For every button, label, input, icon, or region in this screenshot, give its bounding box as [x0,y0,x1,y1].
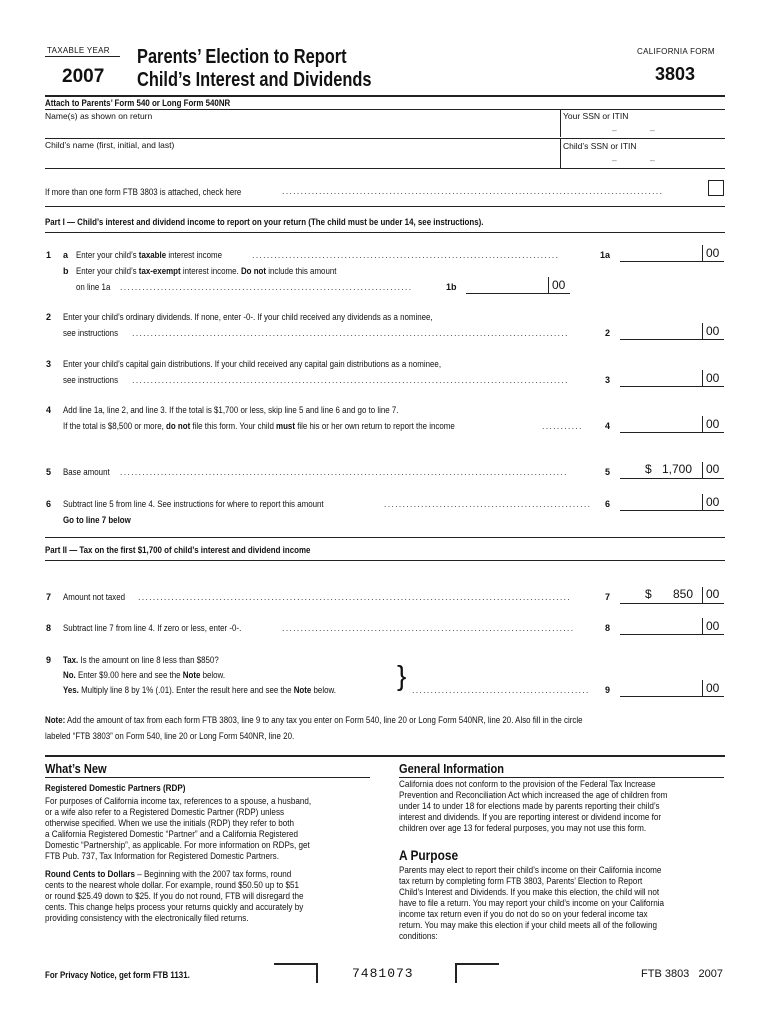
line3-text: Enter your child’s capital gain distributions. If your child received any capital gain distributions as a nominee, [63,359,442,369]
amount-rule [620,510,702,511]
line1-number: 1 [46,250,52,260]
cents-rule [702,634,724,635]
form-title-line2: Child’s Interest and Dividends [137,69,372,91]
leader-dots: ....................................................................................................... [282,186,664,196]
line7-number: 7 [46,592,52,602]
round-cents-line: cents. This change helps process your returns quickly and accurately by [45,902,304,912]
cents-rule [702,339,724,340]
line1a-cents: 00 [706,246,720,260]
leader-dots: ...................................................................................................................... [132,328,569,338]
field-divider [560,138,561,168]
line4-cont-mid: file this form. Your child [190,421,277,431]
purpose-line: tax return by completing form FTB 3803, Parents’ Election to Report [399,876,643,886]
line1a-text-post: interest income [166,250,223,260]
line9-question-text: Is the amount on line 8 less than $850? [78,655,219,665]
general-info-line: interest and dividends. If you are reporting interest or dividend income for [399,812,662,822]
cents-rule [548,293,570,294]
line5-number: 5 [46,467,52,477]
part1-heading [45,217,483,227]
section-divider [45,755,725,757]
cents-divider [702,587,703,603]
line9-yes-note: Note [293,685,312,695]
california-form-label: CALIFORNIA FORM [637,47,715,56]
your-ssn-label: Your SSN or ITIN [563,111,629,121]
taxable-year-label: TAXABLE YEAR [47,46,110,55]
line9-yes-label: Yes. [63,685,79,695]
leader-dots: ............................................................................... [282,623,575,633]
line5-text: Base amount [63,467,110,477]
purpose-line: Child’s Interest and Dividends. If you make this election, the child will not [399,887,660,897]
purpose-line: Parents may elect to report their child’s income on their California income [399,865,662,875]
purpose-paragraph [399,865,723,942]
line1a-letter: a [63,250,69,260]
cents-rule [702,261,724,262]
leader-dots: ................................................ [412,685,590,695]
rdp-heading: Registered Domestic Partners (RDP) [45,783,186,793]
attach-instruction: Attach to Parents’ Form 540 or Long Form 540NR [45,98,231,108]
general-info-line: Prevention and Reconciliation Act which increased the age of children from [399,790,668,800]
whats-new-heading: What’s New [45,761,107,776]
rdp-line: FTB Pub. 737, Tax Information for Registered Domestic Partners. [45,851,279,861]
line1b-text-bold2: Do not [240,266,267,276]
amount-rule [620,478,702,479]
note-line1 [45,715,583,725]
field-divider [560,109,561,137]
rdp-line: For purposes of California income tax, references to a spouse, a husband, [45,796,312,806]
part1-label: Part I [45,217,65,227]
line9-tax-label: Tax. [63,655,79,665]
your-ssn-input[interactable] [563,122,723,138]
leader-dots: ..................................................................................................................... [138,592,571,602]
line6-amount-input[interactable] [620,493,700,510]
line2-cents: 00 [706,324,720,338]
line1b-text-mid: interest income. [180,266,241,276]
section-rule [45,560,725,561]
amount-rule [620,339,702,340]
purpose-line: income tax return even if you do not do so on your federal income tax [399,909,648,919]
form-title-line1: Parents’ Election to Report [137,46,347,68]
line1b-ref: 1b [446,282,457,292]
child-name-label: Child’s name (first, initial, and last) [45,140,175,150]
amount-rule [620,386,702,387]
round-cents-line: cents to the nearest whole dollar. For example, round $50.50 up to $51 [45,880,299,890]
round-cents-paragraph [45,869,369,924]
leader-dots: ...................................................................................................................... [132,375,569,385]
child-ssn-input[interactable] [563,151,723,167]
rdp-line: otherwise specified. When we use the initials (RDP) they refer to both [45,818,294,828]
general-info-heading: General Information [399,761,505,776]
line9-question [63,655,219,665]
cents-divider [702,416,703,432]
line9-no-pre: Enter $9.00 here and see the [75,670,183,680]
header-divider [45,95,725,97]
line1b-text-pre: Enter your child’s [76,266,139,276]
line1b-text [76,266,336,276]
form-number: 3803 [655,64,696,84]
names-label: Name(s) as shown on return [45,111,153,121]
line3-cents: 00 [706,371,720,385]
line2-ref: 2 [605,328,611,338]
line3-ref: 3 [605,375,611,385]
part1-title: — Child’s interest and dividend income to report on your return (The child must be under 14, see instructions). [64,217,484,227]
field-rule [45,168,725,169]
line2-text: Enter your child’s ordinary dividends. If none, enter -0-. If your child received any dividends as a nominee, [63,312,433,322]
round-cents-line: or round $25.49 down to $25. If you do not round, FTB will disregard the [45,891,304,901]
section-rule [45,537,725,538]
line3-continuation: see instructions [63,375,119,385]
heading-rule [45,777,370,778]
line9-cents: 00 [706,681,720,695]
general-info-paragraph [399,779,723,834]
header-rule [45,56,120,57]
amount-rule [620,634,702,635]
line1b-cents: 00 [552,278,566,292]
round-cents-first-line [45,869,369,880]
round-cents-first: – Beginning with the 2007 tax forms, round [135,869,292,879]
line5-cents: 00 [706,462,720,476]
line8-ref: 8 [605,623,611,633]
line2-amount-input[interactable] [620,322,700,339]
amount-rule [620,603,702,604]
cents-rule [702,432,724,433]
general-info-line: under 14 to under 18 for elections made by parents reporting their child’s [399,801,660,811]
cents-divider [702,245,703,261]
multiple-forms-checkbox[interactable] [708,180,724,196]
amount-rule [620,432,702,433]
multiple-forms-text: If more than one form FTB 3803 is attached, check here [45,187,242,197]
line9-yes-post: below. [311,685,336,695]
registration-mark [274,963,318,983]
cents-rule [702,603,724,604]
line1b-amount-input[interactable] [466,276,546,293]
leader-dots: ........... [542,421,583,431]
purpose-line: return. You may make this election if your child meets all of the following [399,920,657,930]
line6-number: 6 [46,499,52,509]
line5-dollar-sign: $ [645,462,652,476]
line1a-text-bold: taxable [138,250,167,260]
cents-divider [702,323,703,339]
privacy-notice: For Privacy Notice, get form FTB 1131. [45,970,190,980]
barcode-number: 7481073 [352,966,414,981]
line9-yes-pre: Multiply line 8 by 1% (.01). Enter the result here and see the [78,685,294,695]
form-id-footer: FTB 3803 2007 [641,968,723,980]
line7-cents: 00 [706,587,720,601]
part2-label: Part II [45,545,68,555]
round-cents-label: Round Cents to Dollars [45,869,136,879]
general-info-line: children over age 13 for federal purposes, you may not use this form. [399,823,647,833]
cents-divider [548,277,549,293]
line4-continuation [63,421,455,431]
line7-dollar-sign: $ [645,587,652,601]
line5-amount: 1,700 [662,462,693,476]
part2-title: — Tax on the first $1,700 of child’s interest and dividend income [67,545,311,555]
heading-rule [399,777,724,778]
line6-text: Subtract line 5 from line 4. See instructions for where to report this amount [63,499,324,509]
section-rule [45,206,725,207]
line4-cont-post: file his or her own return to report the income [294,421,455,431]
line1a-text [76,250,222,260]
line9-no-post: below. [200,670,226,680]
line4-cont-pre: If the total is $8,500 or more, [63,421,167,431]
line3-amount-input[interactable] [620,369,700,386]
line1b-text-bold: tax-exempt [138,266,181,276]
line9-number: 9 [46,655,52,665]
line7-amount: 850 [673,587,694,601]
ssn-dash: – [612,125,617,135]
tax-year: 2007 [62,66,105,87]
field-rule [45,138,725,139]
line2-continuation: see instructions [63,328,119,338]
names-input[interactable] [45,122,555,138]
round-cents-line: providing consistency with the electronically filed returns. [45,913,249,923]
cents-divider [702,680,703,696]
cents-rule [702,478,724,479]
line9-amount-input[interactable] [620,679,700,696]
part2-heading [45,545,310,555]
leader-dots: ................................................................................... [252,250,560,260]
line4-cents: 00 [706,417,720,431]
line4-number: 4 [46,405,52,415]
cents-divider [702,370,703,386]
line7-text: Amount not taxed [63,592,126,602]
line9-yes-option [63,685,336,695]
general-info-line: California does not conform to the provision of the Federal Tax Increase [399,779,656,789]
line4-cont-bold1: do not [166,421,191,431]
line8-cents: 00 [706,619,720,633]
line1a-ref: 1a [600,250,611,260]
cents-divider [702,618,703,634]
line4-ref: 4 [605,421,611,431]
purpose-heading: A Purpose [399,847,459,863]
line4-amount-input[interactable] [620,415,700,432]
line8-text: Subtract line 7 from line 4. If zero or less, enter -0-. [63,623,242,633]
note-line2: labeled “FTB 3803” on Form 540, line 20 or Long Form 540NR, line 20. [45,731,295,741]
purpose-line: have to file a return. You may report your child’s income on your California [399,898,665,908]
amount-rule [466,293,548,294]
line9-no-label: No. [63,670,76,680]
purpose-line: conditions: [399,931,438,941]
field-rule [45,109,725,110]
line1b-letter: b [63,266,69,276]
rdp-line: a California Registered Domestic “Partner” and a California Registered [45,829,299,839]
line6-ref: 6 [605,499,611,509]
line1a-amount-input[interactable] [620,244,700,261]
cents-rule [702,696,724,697]
note-label: Note: [45,715,66,725]
cents-divider [702,494,703,510]
line8-amount-input[interactable] [620,617,700,634]
ssn-dash: – [650,125,655,135]
line1b-text-post: include this amount [266,266,337,276]
child-name-input[interactable] [45,151,555,167]
leader-dots: ......................................................................................................................... [120,467,568,477]
line6-go-to-line7: Go to line 7 below [63,515,131,525]
line4-cont-bold2: must [276,421,295,431]
section-rule [45,232,725,233]
line6-cents: 00 [706,495,720,509]
line7-ref: 7 [605,592,611,602]
rdp-line: or a wife also refer to a Registered Domestic Partner (RDP) unless [45,807,285,817]
child-ssn-label: Child’s SSN or ITIN [563,141,637,151]
registration-mark [455,963,499,983]
line9-ref: 9 [605,685,611,695]
line3-number: 3 [46,359,52,369]
leader-dots: ............................................................................... [120,282,413,292]
note-text: Add the amount of tax from each form FTB 3803, line 9 to any tax you enter on Form 540, line 20 or Long Form 540NR, line 20. Also fill in the circle [65,715,583,725]
line9-brace: } [397,660,407,691]
line1b-continuation: on line 1a [76,282,111,292]
leader-dots: ........................................................ [384,499,592,509]
line1a-text-pre: Enter your child’s [76,250,139,260]
line4-text: Add line 1a, line 2, and line 3. If the total is $1,700 or less, skip line 5 and line 6 and go to line 7. [63,405,399,415]
amount-rule [620,261,702,262]
ssn-dash: – [612,155,617,165]
amount-rule [620,696,702,697]
cents-rule [702,386,724,387]
line9-no-note: Note [182,670,201,680]
line5-ref: 5 [605,467,611,477]
cents-divider [702,462,703,478]
line9-no-option [63,670,225,680]
line2-number: 2 [46,312,52,322]
rdp-paragraph [45,796,369,862]
cents-rule [702,510,724,511]
line8-number: 8 [46,623,52,633]
ssn-dash: – [650,155,655,165]
rdp-line: Domestic “Partnership”, as applicable. For more information on RDPs, get [45,840,310,850]
